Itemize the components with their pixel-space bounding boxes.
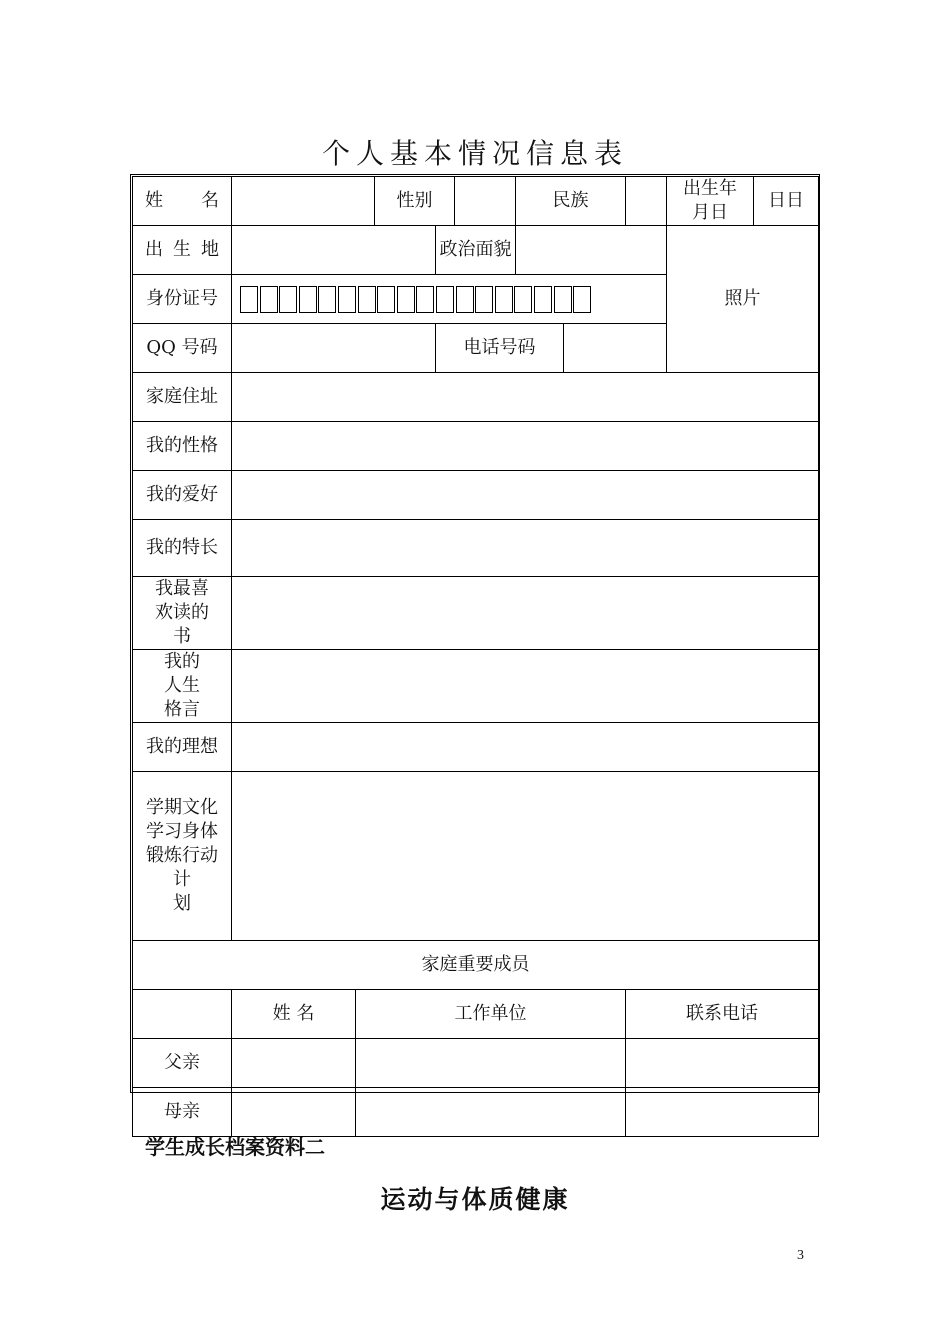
father-phone-value[interactable] — [626, 1039, 819, 1088]
motto-label: 我的人生格言 — [133, 650, 232, 723]
row-motto — [133, 650, 819, 723]
row-plan — [133, 772, 819, 941]
page-title: 个人基本情况信息表 — [321, 137, 628, 170]
address-label: 家庭住址 — [133, 373, 232, 422]
family-header-blank — [133, 990, 232, 1039]
name-label: 姓 名 — [133, 177, 232, 226]
id-digit-box[interactable] — [338, 286, 356, 313]
mother-phone-value[interactable] — [626, 1088, 819, 1137]
row-favorite-book — [133, 577, 819, 650]
page-number: 3 — [797, 1248, 804, 1263]
birthplace-label: 出 生 地 — [133, 226, 232, 275]
row-father — [133, 1039, 819, 1088]
mother-name-value[interactable] — [232, 1088, 356, 1137]
section-subheading: 学生成长档案资料二 — [145, 1135, 325, 1159]
id-digit-box[interactable] — [358, 286, 376, 313]
plan-label-line: 学习身体 — [146, 821, 218, 842]
ethnicity-label: 民族 — [516, 177, 626, 226]
plan-label-char: 划 — [173, 893, 191, 914]
section-heading: 运动与体质健康 — [380, 1185, 570, 1214]
address-value[interactable] — [232, 373, 819, 422]
id-digit-box[interactable] — [279, 286, 297, 313]
plan-label — [133, 772, 232, 941]
name-value[interactable] — [232, 177, 375, 226]
id-digit-box[interactable] — [456, 286, 474, 313]
ideal-value[interactable] — [232, 723, 819, 772]
phone-label: 电话号码 — [436, 324, 564, 373]
id-digit-box[interactable] — [397, 286, 415, 313]
qq-label: QQ 号码 — [133, 324, 232, 373]
political-label: 政治面貌 — [436, 226, 516, 275]
ideal-label: 我的理想 — [133, 723, 232, 772]
hobby-value[interactable] — [232, 471, 819, 520]
personality-value[interactable] — [232, 422, 819, 471]
photo-box[interactable]: 照片 — [667, 226, 819, 373]
plan-value[interactable] — [232, 772, 819, 941]
id-digit-box[interactable] — [436, 286, 454, 313]
row-specialty — [133, 520, 819, 577]
plan-label-char: 计 — [173, 869, 191, 890]
gender-label: 性别 — [375, 177, 455, 226]
father-employer-value[interactable] — [356, 1039, 626, 1088]
family-header-employer: 工作单位 — [356, 990, 626, 1039]
row-hobby — [133, 471, 819, 520]
row-family-title — [133, 941, 819, 990]
row-ideal — [133, 723, 819, 772]
qq-value[interactable] — [232, 324, 436, 373]
id-digit-box[interactable] — [377, 286, 395, 313]
favorite-book-value[interactable] — [232, 577, 819, 650]
id-digit-box[interactable] — [416, 286, 434, 313]
row-address — [133, 373, 819, 422]
ethnicity-value[interactable] — [626, 177, 667, 226]
id-digit-box[interactable] — [475, 286, 493, 313]
father-name-value[interactable] — [232, 1039, 356, 1088]
id-digit-box[interactable] — [318, 286, 336, 313]
id-digit-box[interactable] — [534, 286, 552, 313]
id-digit-box[interactable] — [260, 286, 278, 313]
hobby-label: 我的爱好 — [133, 471, 232, 520]
specialty-value[interactable] — [232, 520, 819, 577]
birth-value[interactable]: 日日 — [754, 177, 819, 226]
row-mother — [133, 1088, 819, 1137]
personal-info-table — [132, 176, 819, 1137]
gender-value[interactable] — [455, 177, 516, 226]
favorite-book-label: 我最喜欢读的书 — [133, 577, 232, 650]
plan-label-line: 锻炼行动 — [146, 845, 218, 866]
id-digit-boxes — [232, 286, 666, 313]
father-label: 父亲 — [133, 1039, 232, 1088]
family-section-title: 家庭重要成员 — [133, 941, 819, 990]
id-digit-box[interactable] — [240, 286, 258, 313]
id-label: 身份证号 — [133, 275, 232, 324]
id-digit-box[interactable] — [573, 286, 591, 313]
row-name — [133, 177, 819, 226]
birth-label: 出生年月日 — [667, 177, 754, 226]
row-family-headers — [133, 990, 819, 1039]
row-birthplace — [133, 226, 819, 275]
political-value[interactable] — [516, 226, 667, 275]
mother-employer-value[interactable] — [356, 1088, 626, 1137]
row-personality — [133, 422, 819, 471]
id-digit-box[interactable] — [514, 286, 532, 313]
birthplace-value[interactable] — [232, 226, 436, 275]
mother-label: 母亲 — [133, 1088, 232, 1137]
specialty-label: 我的特长 — [133, 520, 232, 577]
phone-value[interactable] — [564, 324, 667, 373]
motto-value[interactable] — [232, 650, 819, 723]
family-header-name: 姓 名 — [232, 990, 356, 1039]
personality-label: 我的性格 — [133, 422, 232, 471]
id-value[interactable] — [232, 275, 667, 324]
id-digit-box[interactable] — [495, 286, 513, 313]
id-digit-box[interactable] — [299, 286, 317, 313]
plan-label-line: 学期文化 — [146, 797, 218, 818]
id-digit-box[interactable] — [554, 286, 572, 313]
family-header-phone: 联系电话 — [626, 990, 819, 1039]
